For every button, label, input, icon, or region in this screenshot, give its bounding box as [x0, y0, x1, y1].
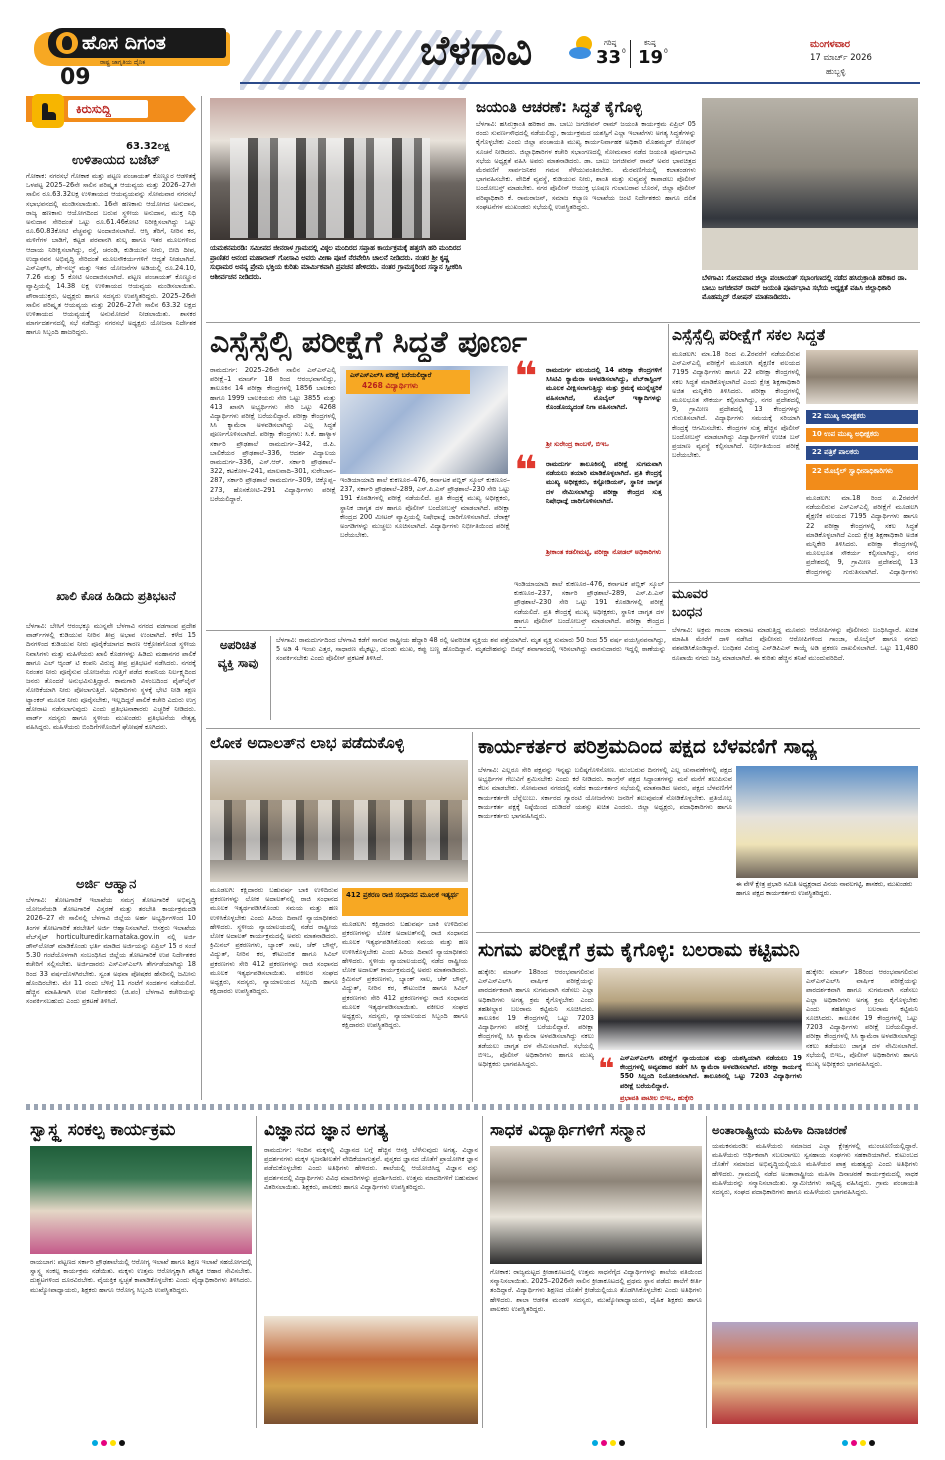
min-temp-label: ಕನಿಷ್ಠ	[644, 39, 656, 47]
row1-rule	[206, 322, 920, 323]
kirusuddi-column	[26, 96, 198, 1216]
karyakarta-headline: ಕಾರ್ಯಕರ್ತರ ಪರಿಶ್ರಮದಿಂದ ಪಕ್ಷದ ಬೆಳವಣಿಗೆ ಸಾಧ್ಯ	[478, 734, 818, 758]
dot-yellow	[860, 1440, 866, 1446]
header-day: ಮಂಗಳವಾರ	[810, 39, 851, 50]
sslc-photo-count: 4268 ವಿದ್ಯಾರ್ಥಿಗಳು	[362, 381, 419, 390]
mudalagi-stat-4-text: 22 ಮೊಬೈಲ್ ಸ್ವಾಧೀನಾಧಿಕಾರಿಗಳು	[812, 467, 893, 475]
registration-dots-right	[842, 1440, 875, 1446]
registration-dots-center	[592, 1440, 625, 1446]
swasthya-body: ರಾಯಬಾಗ: ಪಟ್ಟಣದ ಸರ್ಕಾರಿ ಪ್ರೌಢಶಾಲೆಯಲ್ಲಿ ಆರೋಗ್ಯ ಇಲಾಖೆ ಹಾಗೂ ಶಿಕ್ಷಣ ಇಲಾಖೆ ಸಹಯೋಗದಲ್ಲಿ ಸ್ವಾಸ್ಥ್ಯ ಸಂಕಲ್ಪ ಕಾರ್ಯಕ್ರಮ ನಡೆಯಿತು. ಮಕ್ಕಳು ಉತ್ತಮ ಆರೋಗ್ಯಕ್ಕಾಗಿ ಪೌಷ್ಟಿಕ ಆಹಾರ ಸೇವಿಸಬೇಕು. ದುಶ್ಚಟಗಳಿಂದ ದೂರವಿರಬೇಕು. ವೈಯಕ್ತಿಕ ಸ್ವಚ್ಛತೆ ಕಾಪಾಡಿಕೊಳ್ಳಬೇಕು ಎಂದು ವೈದ್ಯಾಧಿಕಾರಿಗಳು ತಿಳಿಸಿದರು. ಮುಖ್ಯೋಪಾಧ್ಯಾಯರು, ಶಿಕ್ಷಕರು ಹಾಗೂ ಆರೋಗ್ಯ ಸಿಬ್ಬಂದಿ ಉಪಸ್ಥಿತರಿದ್ದರು.	[30, 1258, 252, 1294]
max-temp: 33	[596, 47, 622, 68]
karyakarta-rule	[476, 932, 920, 933]
moovara-headline: ಮೂವರ ಬಂಧನ	[672, 587, 708, 620]
kirusuddi-h2: ಖಾಲಿ ಕೊಡ ಹಿಡಿದು ಪ್ರತಿಭಟನೆ	[56, 589, 176, 603]
dot-cyan	[592, 1440, 598, 1446]
aparichita-rule	[206, 630, 666, 631]
lok-adalat-badge-text: 412 ಪ್ರಕರಣ ರಾಜಿ ಸಂಧಾನದ ಮೂಲಕ ಇತ್ಯರ್ಥ	[346, 891, 459, 899]
vijnana-headline: ವಿಜ್ಞಾನದ ಜ್ಞಾನ ಅಗತ್ಯ	[264, 1120, 389, 1140]
dot-magenta	[101, 1440, 107, 1446]
sugama-headline: ಸುಗಮ ಪರೀಕ್ಷೆಗೆ ಕ್ರಮ ಕೈಗೊಳ್ಳಿ: ಬಲರಾಮ ಕಟ್ಟಿಮನಿ	[478, 939, 800, 961]
lok-adalat-body: ಮೂಡಲಗಿ: ಕಕ್ಷಿದಾರರು ಬಹುವರ್ಷ ಬಾಕಿ ಉಳಿದಿರುವ ಪ್ರಕರಣಗಳನ್ನು ಲೋಕ ಅದಾಲತ್‌ನಲ್ಲಿ ರಾಜಿ ಸಂಧಾನದ ಮೂಲಕ ಇತ್ಯರ್ಥಪಡಿಸಿಕೊಂಡು ಸಮಯ ಮತ್ತು ಹಣ ಉಳಿಸಿಕೊಳ್ಳಬೇಕು ಎಂದು ಹಿರಿಯ ದಿವಾಣಿ ನ್ಯಾಯಾಧೀಶರು ಹೇಳಿದರು. ಸ್ಥಳೀಯ ನ್ಯಾಯಾಲಯದಲ್ಲಿ ನಡೆದ ರಾಷ್ಟ್ರೀಯ ಲೋಕ ಅದಾಲತ್ ಕಾರ್ಯಕ್ರಮದಲ್ಲಿ ಅವರು ಮಾತನಾಡಿದರು. ಕ್ರಿಮಿನಲ್ ಪ್ರಕರಣಗಳು, ಬ್ಯಾಂಕ್ ಸಾಲ, ಚೆಕ್ ಬೌನ್ಸ್, ವಿದ್ಯುತ್, ನೀರಿನ ಕರ, ಕೌಟುಂಬಿಕ ಹಾಗೂ ಸಿವಿಲ್ ಪ್ರಕರಣಗಳು ಸೇರಿ 412 ಪ್ರಕರಣಗಳನ್ನು ರಾಜಿ ಸಂಧಾನದ ಮೂಲಕ ಇತ್ಯರ್ಥಪಡಿಸಲಾಯಿತು. ವಕೀಲರ ಸಂಘದ ಅಧ್ಯಕ್ಷರು, ಸದಸ್ಯರು, ನ್ಯಾಯಾಲಯದ ಸಿಬ್ಬಂದಿ ಹಾಗೂ ಕಕ್ಷಿದಾರರು ಉಪಸ್ಥಿತರಿದ್ದರು.	[210, 886, 338, 996]
min-temp-unit: 0	[664, 48, 668, 55]
swasthya-headline: ಸ್ವಾಸ್ಥ್ಯ ಸಂಕಲ್ಪ ಕಾರ್ಯಕ್ರಮ	[30, 1120, 176, 1140]
mahila-headline: ಅಂತಾರಾಷ್ಟ್ರೀಯ ಮಹಿಳಾ ದಿನಾಚರಣೆ	[712, 1123, 847, 1137]
jayanti-headline: ಜಯಂತಿ ಆಚರಣೆ: ಸಿದ್ಧತೆ ಕೈಗೊಳ್ಳಿ	[476, 98, 643, 116]
sugama-quote: ಎಸ್‌ಎಸ್‌ಎಲ್‌ಸಿ ಪರೀಕ್ಷೆಗೆ ನ್ಯಾಯಯುತ ಮತ್ತು ಯಶಸ್ವಿಯಾಗಿ ನಡೆಯಲು 19 ಕೇಂದ್ರಗಳಲ್ಲಿ ಅವ್ಯವಹಾರ ತಡೆಗೆ ಸಿಸಿ ಕ್ಯಾಮೆರಾ ಅಳವಡಿಸಲಾಗಿದೆ. ಪರೀಕ್ಷಾ ಕಾರ್ಯಕ್ಕೆ 550 ಸಿಬ್ಬಂದಿ ನಿಯೋಜಿಸಲಾಗಿದೆ. ತಾಲೂಕಿನಲ್ಲಿ ಒಟ್ಟು 7203 ವಿದ್ಯಾರ್ಥಿಗಳು ಪರೀಕ್ಷೆ ಬರೆಯಲಿದ್ದಾರೆ.	[620, 1054, 802, 1090]
logo-text: ಹೊಸ ದಿಗಂತ	[82, 32, 166, 54]
hand-pointer-icon	[32, 94, 64, 128]
bottom-rule-3	[706, 1116, 707, 1428]
dot-black	[869, 1440, 875, 1446]
karyakarta-caption: ಈ ವೇಳೆ ಕ್ಷೇತ್ರ ಪ್ರಭಾರಿ ಸಮಿತಿ ಅಧ್ಯಕ್ಷರಾದ ವಿನಯ ನಾವಲಗಟ್ಟಿ, ಶಾಸಕರು, ಮುಖಂಡರು ಹಾಗೂ ಪಕ್ಷದ ಕಾರ್ಯಕರ್ತರು ಉಪಸ್ಥಿತರಿದ್ದರು.	[736, 880, 913, 897]
dot-yellow	[110, 1440, 116, 1446]
aparichita-body: ಬೆಳಗಾವಿ: ರಾಮದುರ್ಗದಿಂದ ಬೆಳಗಾವಿ ಕಡೆಗೆ ಸಾಗುವ ರಾಷ್ಟ್ರೀಯ ಹೆದ್ದಾರಿ 48 ರಲ್ಲಿ ಅಪರಿಚಿತ ವ್ಯಕ್ತಿಯ ಶವ ಪತ್ತೆಯಾಗಿದೆ. ಮೃತ ವ್ಯಕ್ತಿ ಸುಮಾರು 50 ರಿಂದ 55 ವರ್ಷ ವಯಸ್ಸಿನವನಾಗಿದ್ದು, 5 ಅಡಿ 4 ಇಂಚು ಎತ್ತರ, ಸಾಧಾರಣ ಮೈಕಟ್ಟು, ದುಂಡು ಮುಖ, ಕಪ್ಪು ಬಣ್ಣ ಹೊಂದಿದ್ದಾನೆ. ಮೃತದೇಹವನ್ನು ಬಿಮ್ಸ್ ಶವಾಗಾರದಲ್ಲಿ ಇರಿಸಲಾಗಿದ್ದು ವಾರಸುದಾರರು ಇದ್ದಲ್ಲಿ ಠಾಣೆಯನ್ನು ಸಂಪರ್ಕಿಸಬೇಕು ಎಂದು ಪೊಲೀಸ್ ಪ್ರಕಟಣೆ ತಿಳಿಸಿದೆ.	[276, 636, 666, 663]
sslc-mudalagi-body: ಮೂಡಲಗಿ: ಮಾ.18 ರಿಂದ ಏ.2ರವರೆಗೆ ನಡೆಯಲಿರುವ ಎಸ್ಎಸ್ಎಲ್ಸಿ ಪರೀಕ್ಷೆಗೆ ಮೂಡಲಗಿ ಶೈಕ್ಷಣಿಕ ವಲಯದ 7195 ವಿದ್ಯಾರ್ಥಿಗಳು ಹಾಗೂ 22 ಪರೀಕ್ಷಾ ಕೇಂದ್ರಗಳಲ್ಲಿ ಸಕಲ ಸಿದ್ಧತೆ ಮಾಡಿಕೊಳ್ಳಲಾಗಿದೆ ಎಂದು ಕ್ಷೇತ್ರ ಶಿಕ್ಷಣಾಧಿಕಾರಿ ಅಜಿತ ಮನ್ನಿಕೇರಿ ತಿಳಿಸಿದರು. ಪರೀಕ್ಷಾ ಕೇಂದ್ರಗಳಲ್ಲಿ ಮೂಲಭೂತ ಸೌಕರ್ಯ ಕಲ್ಪಿಸಲಾಗಿದ್ದು, ನಗರ ಪ್ರದೇಶದಲ್ಲಿ 9, ಗ್ರಾಮೀಣ ಪ್ರದೇಶದಲ್ಲಿ 13 ಕೇಂದ್ರಗಳನ್ನು ಗುರುತಿಸಲಾಗಿದೆ. ವಿದ್ಯಾರ್ಥಿಗಳು ಸಮಯಕ್ಕೆ ಸರಿಯಾಗಿ ಕೇಂದ್ರಕ್ಕೆ ಆಗಮಿಸಬೇಕು. ಕೇಂದ್ರಗಳ ಸುತ್ತ ಹೆಚ್ಚಿನ ಪೊಲೀಸ್ ಬಂದೋಬಸ್ತ್ ಮಾಡಲಾಗಿದ್ದು ವಿದ್ಯಾರ್ಥಿಗಳಿಗೆ ಉಚಿತ ಬಸ್ ಪ್ರಯಾಣ ವ್ಯವಸ್ಥೆ ಕಲ್ಪಿಸಲಾಗಿದೆ. ನಿರ್ಭೀತಿಯಿಂದ ಪರೀಕ್ಷೆ ಬರೆಯಬೇಕು.	[672, 350, 800, 460]
sslc-mudalagi-body-col2: ಮೂಡಲಗಿ: ಮಾ.18 ರಿಂದ ಏ.2ರವರೆಗೆ ನಡೆಯಲಿರುವ ಎಸ್ಎಸ್ಎಲ್ಸಿ ಪರೀಕ್ಷೆಗೆ ಮೂಡಲಗಿ ಶೈಕ್ಷಣಿಕ ವಲಯದ 7195 ವಿದ್ಯಾರ್ಥಿಗಳು ಹಾಗೂ 22 ಪರೀಕ್ಷಾ ಕೇಂದ್ರಗಳಲ್ಲಿ ಸಕಲ ಸಿದ್ಧತೆ ಮಾಡಿಕೊಳ್ಳಲಾಗಿದೆ ಎಂದು ಕ್ಷೇತ್ರ ಶಿಕ್ಷಣಾಧಿಕಾರಿ ಅಜಿತ ಮನ್ನಿಕೇರಿ ತಿಳಿಸಿದರು. ಪರೀಕ್ಷಾ ಕೇಂದ್ರಗಳಲ್ಲಿ ಮೂಲಭೂತ ಸೌಕರ್ಯ ಕಲ್ಪಿಸಲಾಗಿದ್ದು, ನಗರ ಪ್ರದೇಶದಲ್ಲಿ 9, ಗ್ರಾಮೀಣ ಪ್ರದೇಶದಲ್ಲಿ 13 ಕೇಂದ್ರಗಳನ್ನು ಗುರುತಿಸಲಾಗಿದೆ. ವಿದ್ಯಾರ್ಥಿಗಳು	[806, 494, 918, 576]
sadhaka-headline: ಸಾಧಕ ವಿದ್ಯಾರ್ಥಿಗಳಿಗೆ ಸನ್ಮಾನ	[490, 1120, 646, 1139]
karyakarta-body: ಬೆಳಗಾವಿ: ಎಲ್ಲರೂ ಸೇರಿ ಪಕ್ಷವನ್ನು ಇನ್ನಷ್ಟು ಬಲಿಷ್ಠಗೊಳಿಸೋಣ. ಮುಂಬರುವ ದಿನಗಳಲ್ಲಿ ಎಲ್ಲ ಚುನಾವಣೆಗಳಲ್ಲಿ ಪಕ್ಷದ ಅಭ್ಯರ್ಥಿಗಳ ಗೆಲುವಿಗೆ ಶ್ರಮಿಸಬೇಕು ಎಂದು ಕರೆ ನೀಡಿದರು. ಕಾಂಗ್ರೆಸ್ ಪಕ್ಷದ ಸಿದ್ಧಾಂತಗಳನ್ನು ಮನೆ ಮನೆಗೆ ತಲುಪಿಸುವ ಕೆಲಸ ಮಾಡಬೇಕು. ಸೋಮವಾರ ನಗರದಲ್ಲಿ ನಡೆದ ಕಾರ್ಯಕರ್ತರ ಸಭೆಯಲ್ಲಿ ಮಾತನಾಡಿದ ಅವರು, ಪಕ್ಷದ ಬೆಳವಣಿಗೆಗೆ ಕಾರ್ಯಕರ್ತರೇ ಬೆನ್ನೆಲುಬು. ಸರ್ಕಾರದ ಗ್ಯಾರಂಟಿ ಯೋಜನೆಗಳು ಜನರಿಗೆ ತಲುಪುವಂತೆ ನೋಡಿಕೊಳ್ಳಬೇಕು. ಪ್ರತಿಯೊಬ್ಬ ಕಾರ್ಯಕರ್ತ ಪಕ್ಷಕ್ಕೆ ನಿಷ್ಠೆಯಿಂದ ದುಡಿದರೆ ಯಶಸ್ಸು ಖಚಿತ ಎಂದರು. ಜಿಲ್ಲಾ ಅಧ್ಯಕ್ಷರು, ಪದಾಧಿಕಾರಿಗಳು ಹಾಗೂ ಕಾರ್ಯಕರ್ತರು ಭಾಗವಹಿಸಿದ್ದರು.	[478, 766, 732, 821]
mahila-photo	[712, 1322, 918, 1424]
row2-rule	[206, 728, 920, 729]
kirusuddi-h3: ಅರ್ಜಿ ಆಹ್ವಾನ	[76, 877, 137, 892]
yamakanamardi-caption: ಯಮಕನಮರಡಿ: ಸಮೀಪದ ಜೀನರಾಳ ಗ್ರಾಮದಲ್ಲಿ ವಿಠ್ಠಲ ಮಂದಿರದ ಸಪ್ತಾಹ ಕಾರ್ಯಕ್ರಮಕ್ಕೆ ಹತ್ತರಗಿ ಹರಿ ಮಂದಿರದ ಪ್ರಾಣಿತರ ಆನಂದ ಮಹಾರಾಜ್ ಗೋಸಾವಿ ಅವರು ವೀಣಾ ಪೂಜೆ ನೆರವೇರಿಸಿ ಚಾಲನೆ ನೀಡಿದರು. ನಂತರ ಶ್ರೀ ಕೃಷ್ಣ ಸುಧಾಮರ ಅನನ್ಯ ಪ್ರೇಮ ಭಕ್ತಿಯ ಕುರಿತು ಮಾರ್ಮಿಕವಾಗಿ ಪ್ರವಚನ ಹೇಳಿದರು. ನಂತರ ಗ್ರಾಮಸ್ಥರಿಂದ ಸನ್ಮಾನ ಸ್ವೀಕರಿಸಿ ಆಶೀರ್ವಚನ ನೀಡಿದರು.	[210, 244, 463, 281]
sslc-exam-photo	[340, 366, 508, 474]
vijnana-body: ರಾಮದುರ್ಗ: ಇಂದಿನ ಮಕ್ಕಳಲ್ಲಿ ವಿಜ್ಞಾನದ ಬಗ್ಗೆ ಹೆಚ್ಚಿನ ಆಸಕ್ತಿ ಬೆಳೆಸುವುದು ಅಗತ್ಯ. ವಿಜ್ಞಾನ ಪ್ರದರ್ಶನಗಳು ಮಕ್ಕಳ ಸೃಜನಶೀಲತೆಗೆ ವೇದಿಕೆಯಾಗುತ್ತವೆ. ಪುಸ್ತಕದ ಜ್ಞಾನದ ಜೊತೆಗೆ ಪ್ರಾಯೋಗಿಕ ಜ್ಞಾನ ಪಡೆದುಕೊಳ್ಳಬೇಕು ಎಂದು ಅತಿಥಿಗಳು ಹೇಳಿದರು. ಶಾಲೆಯಲ್ಲಿ ಆಯೋಜಿಸಿದ್ದ ವಿಜ್ಞಾನ ವಸ್ತು ಪ್ರದರ್ಶನದಲ್ಲಿ ವಿದ್ಯಾರ್ಥಿಗಳು ವಿವಿಧ ಮಾದರಿಗಳನ್ನು ಪ್ರದರ್ಶಿಸಿದರು. ಉತ್ತಮ ಮಾದರಿಗಳಿಗೆ ಬಹುಮಾನ ವಿತರಿಸಲಾಯಿತು. ಶಿಕ್ಷಕರು, ಪಾಲಕರು ಹಾಗೂ ವಿದ್ಯಾರ್ಥಿಗಳು ಉಪಸ್ಥಿತರಿದ್ದರು.	[264, 1146, 478, 1191]
aparichita-label: ಅಪರಿಚಿತ ವ್ಯಕ್ತಿ ಸಾವು	[217, 638, 259, 670]
moovara-body: ಬೆಳಗಾವಿ: ಅಕ್ರಮ ಗಾಂಜಾ ಮಾರಾಟ ಮಾಡುತ್ತಿದ್ದ ಮೂವರು ಆರೋಪಿಗಳನ್ನು ಪೊಲೀಸರು ಬಂಧಿಸಿದ್ದಾರೆ. ಖಚಿತ ಮಾಹಿತಿ ಮೇರೆಗೆ ದಾಳಿ ನಡೆಸಿದ ಪೊಲೀಸರು ಆರೋಪಿಗಳಿಂದ ಗಾಂಜಾ, ಮೊಬೈಲ್ ಹಾಗೂ ನಗದು ವಶಪಡಿಸಿಕೊಂಡಿದ್ದಾರೆ. ಬಂಧಿತರ ವಿರುದ್ಧ ಎನ್‌ಡಿಪಿಎಸ್ ಕಾಯ್ದೆ ಅಡಿ ಪ್ರಕರಣ ದಾಖಲಿಸಲಾಗಿದೆ. ಒಟ್ಟು 11,480 ರೂಪಾಯಿ ನಗದು ಜಪ್ತಿ ಮಾಡಲಾಗಿದೆ. ಈ ಕುರಿತು ಹೆಚ್ಚಿನ ತನಿಖೆ ಮುಂದುವರಿದಿದೆ.	[672, 626, 918, 662]
lok-adalat-headline: ಲೋಕ ಅದಾಲತ್‌ನ ಲಾಭ ಪಡೆದುಕೊಳ್ಳಿ	[210, 734, 405, 752]
vijnana-photo	[264, 1316, 478, 1424]
min-temp: 19	[638, 47, 664, 68]
masthead	[0, 0, 945, 92]
dot-black	[119, 1440, 125, 1446]
header-date: 17 ಮಾರ್ಚ್ 2026	[810, 53, 872, 63]
jayanti-body: ಬೆಳಗಾವಿ: ಹಸಿರುಕ್ರಾಂತಿ ಹರಿಕಾರ ಡಾ. ಬಾಬು ಜಗಜೀವನ್ ರಾಮ್ ಜಯಂತಿ ಕಾರ್ಯಕ್ರಮ ಏಪ್ರಿಲ್ 05 ರಂದು ಸುವರ್ಣಸೌಧದಲ್ಲಿ ನಡೆಯಲಿದ್ದು, ಕಾರ್ಯಕ್ರಮದ ಯಶಸ್ವಿಗೆ ಎಲ್ಲಾ ಇಲಾಖೆಗಳು ಅಗತ್ಯ ಸಿದ್ಧತೆಗಳನ್ನು ಕೈಗೊಳ್ಳಬೇಕು ಎಂದು ಜಿಲ್ಲಾ ಪಂಚಾಯತಿ ಮುಖ್ಯ ಕಾರ್ಯನಿರ್ವಾಹಕ ಅಧಿಕಾರಿ ಮೊಹಮ್ಮದ್ ರೋಷನ್ ಸೂಚನೆ ನೀಡಿದರು. ಜಿಲ್ಲಾಧಿಕಾರಿಗಳ ಕಚೇರಿ ಸಭಾಂಗಣದಲ್ಲಿ ಸೋಮವಾರ ನಡೆದ ಜಯಂತಿ ಪೂರ್ವಭಾವಿ ಸಭೆಯ ಅಧ್ಯಕ್ಷತೆ ವಹಿಸಿ ಅವರು ಮಾತನಾಡಿದರು. ಡಾ. ಬಾಬು ಜಗಜೀವನ್ ರಾಮ್ ಅವರ ಭಾವಚಿತ್ರದ ಮೆರವಣಿಗೆ ಸಾರ್ವಜನಿಕರ ಗಮನ ಸೆಳೆಯುವಂತಿರಬೇಕು. ಮೆರವಣಿಗೆಯಲ್ಲಿ ಕಲಾತಂಡಗಳು ಭಾಗವಹಿಸಬೇಕು. ವೇದಿಕೆ ವ್ಯವಸ್ಥೆ, ಕುಡಿಯುವ ನೀರು, ಶಾಂತಿ ಮತ್ತು ಸುವ್ಯವಸ್ಥೆ ಕಾಪಾಡಲು ಪೊಲೀಸ್ ಬಂದೋಬಸ್ತ್ ಮಾಡಬೇಕು. ನಗರ ಪೊಲೀಸ್ ಆಯುಕ್ತ ಭೂಷಣ ಗುಲಾಬರಾವ ಬೊರಸೆ, ಜಿಲ್ಲಾ ಪೊಲೀಸ್ ವರಿಷ್ಠಾಧಿಕಾರಿ ಕೆ. ರಾಮರಾಜನ್, ಸಮಾಜ ಕಲ್ಯಾಣ ಇಲಾಖೆಯ ಜಂಟಿ ನಿರ್ದೇಶಕರು ಹಾಗೂ ದಲಿತ ಸಂಘಟನೆಗಳ ಮುಖಂಡರು ಸಭೆಯಲ್ಲಿ ಉಪಸ್ಥಿತರಿದ್ದರು.	[476, 120, 696, 211]
yamakanamardi-photo	[210, 98, 466, 240]
sslc-quote2-by: ಶ್ರೀಕಾಂತ ಕಡಲೀಮಟ್ಟಿ, ಪರೀಕ್ಷಾ ನೋಡಲ್ ಅಧಿಕಾರಿಗಳು	[546, 548, 662, 556]
sslc-mudalagi-photo	[806, 350, 918, 404]
karyakarta-photo	[736, 766, 918, 878]
temp-divider	[630, 40, 631, 68]
kirusuddi-amount: 63.32ಲಕ್ಷ	[126, 141, 170, 152]
kirusuddi-b2: ಬೆಳಗಾವಿ: ಬೇಸಿಗೆ ಆರಂಭಕ್ಕೂ ಮುನ್ನವೇ ಬೆಳಗಾವಿ ನಗರದ ವಡಗಾಂವ ಪ್ರದೇಶ ವಾರ್ಡ್‌ಗಳಲ್ಲಿ ಕುಡಿಯುವ ನೀರಿನ ತೀವ್ರ ಅಭಾವ ಉಂಟಾಗಿದೆ. ಕಳೆದ 15 ದಿನಗಳಿಂದ ಕುಡಿಯುವ ನೀರು ಪೂರೈಕೆಯಾಗದ ಕಾರಣ ಆಕ್ರೋಶಗೊಂಡ ಸ್ಥಳೀಯ ನಿವಾಸಿಗಳು ಮತ್ತು ಮಹಿಳೆಯರು ಖಾಲಿ ಕೊಡಗಳನ್ನು ಹಿಡಿದು ಮಹಾನಗರ ಪಾಲಿಕೆ ಹಾಗೂ ಎಲ್ ಆ್ಯಂಡ್ ಟಿ ಕಂಪನಿ ವಿರುದ್ಧ ತೀವ್ರ ಪ್ರತಿಭಟನೆ ನಡೆಸಿದರು. ನಗರಕ್ಕೆ ನಿರಂತರ ನೀರು ಪೂರೈಸುವ ಯೋಜನೆಯ ಗುತ್ತಿಗೆ ಪಡೆದ ಕಂಪನಿಯ ನಿರ್ಲಕ್ಷ್ಯದಿಂದ ಜನರು ತೊಂದರೆ ಅನುಭವಿಸುತ್ತಿದ್ದಾರೆ. ಕಾಮಗಾರಿ ವಿಳಂಬದಿಂದ ಪೈಪ್‌ಲೈನ್ ಸೋರಿಕೆಯಾಗಿ ನೀರು ಪೋಲಾಗುತ್ತಿದೆ. ಅಧಿಕಾರಿಗಳು ಸ್ಥಳಕ್ಕೆ ಭೇಟಿ ನೀಡಿ ತಕ್ಷಣ ಟ್ಯಾಂಕರ್ ಮೂಲಕ ನೀರು ಪೂರೈಸಬೇಕು, ಇಲ್ಲದಿದ್ದರೆ ಪಾಲಿಕೆ ಕಚೇರಿ ಎದುರು ಉಗ್ರ ಹೋರಾಟ ನಡೆಸಲಾಗುವುದು ಎಂದು ಪ್ರತಿಭಟನಾಕಾರರು ಎಚ್ಚರಿಕೆ ನೀಡಿದರು. ವಾರ್ಡ್ ಸದಸ್ಯರು ಹಾಗೂ ಸ್ಥಳೀಯ ಮುಖಂಡರು ಪ್ರತಿಭಟನೆಯ ನೇತೃತ್ವ ವಹಿಸಿದ್ದರು. ಮಹಿಳೆಯರು ಬಿಂದಿಗೆಗಳೊಂದಿಗೆ ಘೋಷಣೆ ಕೂಗಿದರು.	[26, 622, 196, 732]
bottom-rule-1	[256, 1116, 257, 1428]
kirusuddi-h1: ಉಳಿತಾಯದ ಬಜೆಟ್	[72, 153, 161, 168]
header-rule	[240, 82, 920, 84]
sugama-photo	[598, 968, 802, 1050]
aparichita-divider	[270, 636, 271, 720]
header-edition: ಹುಬ್ಬಳ್ಳಿ	[826, 67, 846, 76]
jayanti-caption: ಬೆಳಗಾವಿ: ಸೋಮವಾರ ಜಿಲ್ಲಾ ಪಂಚಾಯತ್ ಸಭಾಂಗಣದಲ್ಲಿ ನಡೆದ ಹಸಿರುಕ್ರಾಂತಿ ಹರಿಕಾರ ಡಾ. ಬಾಬು ಜಗಜೀವನ್ ರಾಮ್ ಜಯಂತಿ ಪೂರ್ವಭಾವಿ ಸಭೆಯ ಅಧ್ಯಕ್ಷತೆ ವಹಿಸಿ ಜಿಲ್ಲಾಧಿಕಾರಿ ಮೊಹಮ್ಮದ್ ರೋಷನ್ ಮಾತನಾಡಿದರು.	[702, 274, 907, 301]
mudalagi-stat-2-text: 10 ಉಪ ಮುಖ್ಯ ಅಧೀಕ್ಷಕರು	[812, 430, 879, 438]
kirusuddi-bar-tip	[184, 96, 196, 122]
lok-adalat-body-col2: ಮೂಡಲಗಿ: ಕಕ್ಷಿದಾರರು ಬಹುವರ್ಷ ಬಾಕಿ ಉಳಿದಿರುವ ಪ್ರಕರಣಗಳನ್ನು ಲೋಕ ಅದಾಲತ್‌ನಲ್ಲಿ ರಾಜಿ ಸಂಧಾನದ ಮೂಲಕ ಇತ್ಯರ್ಥಪಡಿಸಿಕೊಂಡು ಸಮಯ ಮತ್ತು ಹಣ ಉಳಿಸಿಕೊಳ್ಳಬೇಕು ಎಂದು ಹಿರಿಯ ದಿವಾಣಿ ನ್ಯಾಯಾಧೀಶರು ಹೇಳಿದರು. ಸ್ಥಳೀಯ ನ್ಯಾಯಾಲಯದಲ್ಲಿ ನಡೆದ ರಾಷ್ಟ್ರೀಯ ಲೋಕ ಅದಾಲತ್ ಕಾರ್ಯಕ್ರಮದಲ್ಲಿ ಅವರು ಮಾತನಾಡಿದರು. ಕ್ರಿಮಿನಲ್ ಪ್ರಕರಣಗಳು, ಬ್ಯಾಂಕ್ ಸಾಲ, ಚೆಕ್ ಬೌನ್ಸ್, ವಿದ್ಯುತ್, ನೀರಿನ ಕರ, ಕೌಟುಂಬಿಕ ಹಾಗೂ ಸಿವಿಲ್ ಪ್ರಕರಣಗಳು ಸೇರಿ 412 ಪ್ರಕರಣಗಳನ್ನು ರಾಜಿ ಸಂಧಾನದ ಮೂಲಕ ಇತ್ಯರ್ಥಪಡಿಸಲಾಯಿತು. ವಕೀಲರ ಸಂಘದ ಅಧ್ಯಕ್ಷರು, ಸದಸ್ಯರು, ನ್ಯಾಯಾಲಯದ ಸಿಬ್ಬಂದಿ ಹಾಗೂ ಕಕ್ಷಿದಾರರು ಉಪಸ್ಥಿತರಿದ್ದರು.	[342, 920, 468, 1030]
logo-tagline: ರಾಷ್ಟ್ರ ಜಾಗೃತಿಯ ದೈನಿಕ	[100, 59, 146, 66]
kirusuddi-b3: ಬೆಳಗಾವಿ: ತೋಟಗಾರಿಕೆ ಇಲಾಖೆಯ ಸಮಗ್ರ ತೋಟಗಾರಿಕೆ ಅಭಿವೃದ್ಧಿ ಯೋಜನೆಯಡಿ ತೋಟಗಾರಿಕೆ ವಿಸ್ತರಣೆ ಮತ್ತು ತರಬೇತಿ ಕಾರ್ಯಕ್ರಮದಡಿ 2026–27 ನೇ ಸಾಲಿನಲ್ಲಿ ಬೆಳಗಾವಿ ಜಿಲ್ಲೆಯ ಅರ್ಹ ಅಭ್ಯರ್ಥಿಗಳಿಂದ 10 ತಿಂಗಳ ತೋಟಗಾರಿಕೆ ತರಬೇತಿಗೆ ಅರ್ಜಿ ಆಹ್ವಾನಿಸಲಾಗಿದೆ. ಆಸಕ್ತರು ಇಲಾಖೆಯ ವೆಬ್‌ಸೈಟ್ horticulturedir.karnataka.gov.in ನಲ್ಲಿ ಅರ್ಜಿ ಡೌನ್‌ಲೋಡ್ ಮಾಡಿಕೊಂಡು ಭರ್ತಿ ಮಾಡಿದ ಅರ್ಜಿಯನ್ನು ಏಪ್ರಿಲ್ 15 ರ ಸಂಜೆ 5.30 ಗಂಟೆಯೊಳಗಾಗಿ ಸಂಬಂಧಿಸಿದ ಜಿಲ್ಲೆಯ ತೋಟಗಾರಿಕೆ ಉಪ ನಿರ್ದೇಶಕರ ಕಚೇರಿಗೆ ಸಲ್ಲಿಸಬೇಕು. ಅರ್ಜಿದಾರರು ಎಸ್ಎಸ್ಎಲ್‌ಸಿ ತೇರ್ಗಡೆಯಾಗಿದ್ದು 18 ರಿಂದ 33 ವರ್ಷದೊಳಗಿರಬೇಕು. ಸ್ವಂತ ಅಥವಾ ಪೋಷಕರ ಹೆಸರಿನಲ್ಲಿ ಜಮೀನು ಹೊಂದಿರಬೇಕು. ಮೇ 11 ರಂದು ಬೆಳಿಗ್ಗೆ 11 ಗಂಟೆಗೆ ಸಂದರ್ಶನ ನಡೆಯಲಿದೆ. ಹೆಚ್ಚಿನ ಮಾಹಿತಿಗಾಗಿ ಉಪ ನಿರ್ದೇಶಕರು (ಜಿ.ಪಂ) ಬೆಳಗಾವಿ ಕಚೇರಿಯನ್ನು ಸಂಪರ್ಕಿಸಬಹುದು ಎಂದು ಪ್ರಕಟಣೆ ತಿಳಿಸಿದೆ.	[26, 896, 196, 1006]
sslc-ramdurg-body1: ರಾಮದುರ್ಗ: 2025–26ನೇ ಸಾಲಿನ ಎಸ್ಎಸ್ಎಲ್ಸಿ ಪರೀಕ್ಷೆ–1 ಮಾರ್ಚ್ 18 ರಿಂದ ಆರಂಭವಾಗಲಿದ್ದು, ತಾಲೂಕಿನ 14 ಪರೀಕ್ಷಾ ಕೇಂದ್ರಗಳಲ್ಲಿ 1856 ಬಾಲಕರು ಹಾಗೂ 1999 ಬಾಲಕಿಯರು ಸೇರಿ ಒಟ್ಟು 3855 ಮತ್ತು 413 ಖಾಸಗಿ ಅಭ್ಯರ್ಥಿಗಳು ಸೇರಿ ಒಟ್ಟು 4268 ವಿದ್ಯಾರ್ಥಿಗಳು ಪರೀಕ್ಷೆ ಬರೆಯಲಿದ್ದಾರೆ. ಪರೀಕ್ಷಾ ಕೇಂದ್ರಗಳಲ್ಲಿ ಸಿಸಿ ಕ್ಯಾಮೆರಾ ಅಳವಡಿಸಲಾಗಿದ್ದು ಎಲ್ಲ ಸಿದ್ಧತೆ ಪೂರ್ಣಗೊಳಿಸಲಾಗಿದೆ. ಪರೀಕ್ಷಾ ಕೇಂದ್ರಗಳು: ಸಿ.ಕೆ. ಹಾಳ್ಯಾಳ ಸರ್ಕಾರಿ ಪ್ರೌಢಶಾಲೆ ರಾಮದುರ್ಗ–342, ಜಿ.ಪಿ. ಬಾಲಿಕೆಯರ ಪ್ರೌಢಶಾಲೆ–336, ಆದರ್ಶ ವಿದ್ಯಾಲಯ ರಾಮದುರ್ಗ–336, ಎಸ್.ಆರ್. ಸರ್ಕಾರಿ ಪ್ರೌಢಶಾಲೆ–322, ಕಟಕೋಳ–241, ಮಾಲವಾದಿ–301, ಸುರೇಬಾನ–287, ಸರ್ಕಾರಿ ಪ್ರೌಢಶಾಲೆ ರಾಮದುರ್ಗ–309, ಚಿಕ್ಕೊಪ್ಪ–273, ಹೊಸಕೋಟಿ–291 ವಿದ್ಯಾರ್ಥಿಗಳು ಪರೀಕ್ಷೆ ಬರೆಯಲಿದ್ದಾರೆ.	[210, 366, 336, 503]
lok-adalat-figures	[210, 800, 468, 860]
sadhaka-photo	[490, 1146, 702, 1264]
sugama-body-col3: ಹುಕ್ಕೇರಿ: ಮಾರ್ಚ್ 18ರಿಂದ ಆರಂಭವಾಗಲಿರುವ ಎಸ್‌ಎಸ್‌ಎಲ್‌ಸಿ ವಾರ್ಷಿಕ ಪರೀಕ್ಷೆಯನ್ನು ಪಾರದರ್ಶಕವಾಗಿ ಹಾಗೂ ಸುಗಮವಾಗಿ ನಡೆಸಲು ಎಲ್ಲಾ ಅಧಿಕಾರಿಗಳು ಅಗತ್ಯ ಕ್ರಮ ಕೈಗೊಳ್ಳಬೇಕು ಎಂದು ತಹಶೀಲ್ದಾರ ಬಲರಾಮ ಕಟ್ಟಿಮನಿ ಸೂಚಿಸಿದರು. ತಾಲೂಕಿನ 19 ಕೇಂದ್ರಗಳಲ್ಲಿ ಒಟ್ಟು 7203 ವಿದ್ಯಾರ್ಥಿಗಳು ಪರೀಕ್ಷೆ ಬರೆಯಲಿದ್ದಾರೆ. ಪರೀಕ್ಷಾ ಕೇಂದ್ರಗಳಲ್ಲಿ ಸಿಸಿ ಕ್ಯಾಮೆರಾ ಅಳವಡಿಸಲಾಗಿದ್ದು ನಕಲು ತಡೆಯಲು ಜಾಗೃತ ದಳ ನೇಮಿಸಲಾಗಿದೆ. ಸಭೆಯಲ್ಲಿ ಬಿಇಒ, ಪೊಲೀಸ್ ಅಧಿಕಾರಿಗಳು ಹಾಗೂ ಮುಖ್ಯ ಅಧೀಕ್ಷಕರು ಭಾಗವಹಿಸಿದ್ದರು.	[806, 968, 918, 1069]
sslc-photo-badge-text: ಎಸ್ಎಸ್ಎಲ್‌ಸಿ ಪರೀಕ್ಷೆ ಬರೆಯಲಿದ್ದಾರೆ	[350, 371, 432, 379]
mahila-body: ಯಮಕನಮರಡಿ: ಮಹಿಳೆಯರು ಸಮಾಜದ ಎಲ್ಲಾ ಕ್ಷೇತ್ರಗಳಲ್ಲಿ ಮುಂಚೂಣಿಯಲ್ಲಿದ್ದಾರೆ. ಮಹಿಳೆಯರು ಆರ್ಥಿಕವಾಗಿ ಸಬಲರಾಗಲು ಸ್ವಸಹಾಯ ಸಂಘಗಳು ಸಹಕಾರಿಯಾಗಿವೆ. ಕುಟುಂಬದ ಜೊತೆಗೆ ಸಮಾಜದ ಅಭಿವೃದ್ಧಿಯಲ್ಲಿಯೂ ಮಹಿಳೆಯರ ಪಾತ್ರ ಮಹತ್ವದ್ದು ಎಂದು ಅತಿಥಿಗಳು ಹೇಳಿದರು. ಗ್ರಾಮದಲ್ಲಿ ನಡೆದ ಅಂತಾರಾಷ್ಟ್ರೀಯ ಮಹಿಳಾ ದಿನಾಚರಣೆ ಕಾರ್ಯಕ್ರಮದಲ್ಲಿ ಸಾಧಕ ಮಹಿಳೆಯರನ್ನು ಸನ್ಮಾನಿಸಲಾಯಿತು. ಸ್ವಾಮೀಜಿಗಳು ಸಾನ್ನಿಧ್ಯ ವಹಿಸಿದ್ದರು. ಗ್ರಾಮ ಪಂಚಾಯತಿ ಸದಸ್ಯರು, ಸಂಘದ ಪದಾಧಿಕಾರಿಗಳು ಹಾಗೂ ಮಹಿಳೆಯರು ಭಾಗವಹಿಸಿದ್ದರು.	[712, 1142, 918, 1197]
dot-cyan	[842, 1440, 848, 1446]
sslc-mudalagi-headline: ಎಸ್ಸೆಸ್ಸೆಲ್ಸಿ ಪರೀಕ್ಷೆಗೆ ಸಕಲ ಸಿದ್ಧತೆ	[672, 326, 826, 344]
sslc-mudalagi-rule	[668, 324, 669, 624]
dot-black	[619, 1440, 625, 1446]
sslc-quote1-by: ಶ್ರೀ ಸುರೇಂದ್ರ ಕಾಂಬಳೆ, ಬಿಇಒ	[546, 440, 609, 448]
sslc-ramdurg-tail: ಇಂಡಿಯಾಯಾದಿ ಶಾಲೆ ಕುಕಣೂರ–476, ಕರ್ನಾಟಕ ಪಬ್ಲಿಕ್ ಸ್ಕೂಲ್ ಕುಕಣೂರ–237, ಸರ್ಕಾರಿ ಪ್ರೌಢಶಾಲೆ–289, ಎಸ್.ಪಿ.ಎಸ್ ಪ್ರೌಢಶಾಲೆ–230 ಸೇರಿ ಒಟ್ಟು 191 ಕೊಠಡಿಗಳಲ್ಲಿ ಪರೀಕ್ಷೆ ನಡೆಯಲಿದೆ. ಪ್ರತಿ ಕೇಂದ್ರಕ್ಕೆ ಮುಖ್ಯ ಅಧೀಕ್ಷಕರು, ಸ್ಥಾನಿಕ ಜಾಗೃತ ದಳ ಹಾಗೂ ಪೊಲೀಸ್ ಬಂದೋಬಸ್ತ್ ಮಾಡಲಾಗಿದೆ. ಪರೀಕ್ಷಾ ಕೇಂದ್ರದ	[514, 580, 664, 625]
mudalagi-stat-3-text: 22 ಪತ್ರಿಕೆ ಪಾಲಕರು	[812, 448, 860, 456]
dot-magenta	[601, 1440, 607, 1446]
registration-dots-left	[92, 1440, 125, 1446]
dot-magenta	[851, 1440, 857, 1446]
flame-inner	[62, 36, 72, 50]
sslc-quote1: ರಾಮದುರ್ಗ ವಲಯದಲ್ಲಿ 14 ಪರೀಕ್ಷಾ ಕೇಂದ್ರಗಳಿಗೆ ಸಿಸಿಟಿವಿ ಕ್ಯಾಮೆರಾ ಅಳವಡಿಸಲಾಗಿದ್ದು, ವೆಬ್‌ಕಾಸ್ಟಿಂಗ್ ಮೂಲಕ ವೀಕ್ಷಿಸಲಾಗುತ್ತಿದ್ದು ಮತ್ತು ಕ್ರಮಕ್ಕೆ ಮುನ್ನೆಚ್ಚರಿಕೆ ವಹಿಸಲಾಗಿದೆ, ಮೊಬೈಲ್ ಇತ್ಯಾದಿಗಳನ್ನು ಕೊಂಡೊಯ್ಯದಂತೆ ನಿಗಾ ವಹಿಸಲಾಗಿದೆ.	[546, 366, 662, 411]
sun-cloud-icon	[568, 34, 596, 62]
dot-yellow	[610, 1440, 616, 1446]
max-temp-label: ಗರಿಷ್ಠ	[604, 39, 617, 47]
jayanti-photo	[702, 98, 918, 270]
moovara-rule	[668, 582, 920, 583]
lok-adalat-rule	[472, 732, 473, 1102]
dot-cyan	[92, 1440, 98, 1446]
left-column-rule	[201, 96, 202, 1100]
swasthya-photo	[30, 1146, 252, 1254]
sslc-ramdurg-body2: ಇಂಡಿಯಾಯಾದಿ ಶಾಲೆ ಕುಕಣೂರ–476, ಕರ್ನಾಟಕ ಪಬ್ಲಿಕ್ ಸ್ಕೂಲ್ ಕುಕಣೂರ–237, ಸರ್ಕಾರಿ ಪ್ರೌಢಶಾಲೆ–289, ಎಸ್.ಪಿ.ಎಸ್ ಪ್ರೌಢಶಾಲೆ–230 ಸೇರಿ ಒಟ್ಟು 191 ಕೊಠಡಿಗಳಲ್ಲಿ ಪರೀಕ್ಷೆ ನಡೆಯಲಿದೆ. ಪ್ರತಿ ಕೇಂದ್ರಕ್ಕೆ ಮುಖ್ಯ ಅಧೀಕ್ಷಕರು, ಸ್ಥಾನಿಕ ಜಾಗೃತ ದಳ ಹಾಗೂ ಪೊಲೀಸ್ ಬಂದೋಬಸ್ತ್ ಮಾಡಲಾಗಿದೆ. ಪರೀಕ್ಷಾ ಕೇಂದ್ರದ 200 ಮೀಟರ್ ವ್ಯಾಪ್ತಿಯಲ್ಲಿ ನಿಷೇಧಾಜ್ಞೆ ಜಾರಿಗೊಳಿಸಲಾಗಿದೆ. ಜೆರಾಕ್ಸ್ ಅಂಗಡಿಗಳನ್ನು ಮುಚ್ಚಲು ಸೂಚಿಸಲಾಗಿದೆ. ವಿದ್ಯಾರ್ಥಿಗಳು ನಿರ್ಭೀತಿಯಿಂದ ಪರೀಕ್ಷೆ ಬರೆಯಬೇಕು.	[340, 476, 510, 540]
quote-icon-3: ❝	[598, 1052, 615, 1085]
sadhaka-body: ಗೋಕಾಕ: ರಾಜ್ಯಮಟ್ಟದ ಕ್ರೀಡಾಕೂಟದಲ್ಲಿ ಉತ್ತಮ ಸಾಧನೆಗೈದ ವಿದ್ಯಾರ್ಥಿಗಳನ್ನು ಶಾಲೆಯ ವತಿಯಿಂದ ಸನ್ಮಾನಿಸಲಾಯಿತು. 2025–2026ನೇ ಸಾಲಿನ ಕ್ರೀಡಾಕೂಟದಲ್ಲಿ ಪ್ರಥಮ ಸ್ಥಾನ ಪಡೆದು ಶಾಲೆಗೆ ಕೀರ್ತಿ ತಂದಿದ್ದಾರೆ. ವಿದ್ಯಾರ್ಥಿಗಳು ಶಿಕ್ಷಣದ ಜೊತೆಗೆ ಕ್ರೀಡೆಯಲ್ಲಿಯೂ ತೊಡಗಿಸಿಕೊಳ್ಳಬೇಕು ಎಂದು ಅತಿಥಿಗಳು ಹೇಳಿದರು. ಶಾಲಾ ಆಡಳಿತ ಮಂಡಳಿ ಸದಸ್ಯರು, ಮುಖ್ಯೋಪಾಧ್ಯಾಯರು, ದೈಹಿಕ ಶಿಕ್ಷಕರು ಹಾಗೂ ಪಾಲಕರು ಉಪಸ್ಥಿತರಿದ್ದರು.	[490, 1268, 702, 1313]
bottom-band	[26, 1104, 920, 1110]
kirusuddi-b1: ಗೋಕಾಕ: ನಗರಸಭೆ ಗೋಕಾಕ ಮತ್ತು ಪಟ್ಟಣ ಪಂಚಾಯತ್ ಕೊಣ್ಣೂರ ಆಡಳಿತಕ್ಕೆ ಒಳಪಟ್ಟ 2025–26ನೇ ಸಾಲಿನ ಪರಿಷ್ಕೃತ ಆಯವ್ಯಯ ಮತ್ತು 2026–27ನೇ ಸಾಲಿನ ರೂ.63.32ಲಕ್ಷ ಉಳಿತಾಯದ ಆಯವ್ಯಯವನ್ನು ಸೋಮವಾರ ನಗರಸಭೆ ಸಭಾಭವನದಲ್ಲಿ ಮಂಡಿಸಲಾಯಿತು. 16ನೇ ಹಣಕಾಸು ಆಯೋಗದ ಅನುದಾನ, ರಾಜ್ಯ ಹಣಕಾಸು ಆಯೋಗದಿಂದ ಬರುವ ಸ್ಥಳೀಯ ಅನುದಾನ, ಮುಕ್ತ ನಿಧಿ ಅನುದಾನ ಸೇರಿದಂತೆ ಒಟ್ಟು ರೂ.61.46ಕೋಟಿ ನಿರೀಕ್ಷಿಸಲಾಗಿದ್ದು ಒಟ್ಟು ರೂ.60.83ಕೋಟಿ ವೆಚ್ಚವನ್ನು ಅಂದಾಜಿಸಲಾಗಿದೆ. ಆಸ್ತಿ ತೆರಿಗೆ, ನೀರಿನ ಕರ, ಮಳಿಗೆಗಳ ಬಾಡಿಗೆ, ಕಟ್ಟಡ ಪರವಾನಗಿ ಶುಲ್ಕ ಹಾಗೂ ಇತರ ಮೂಲಗಳಿಂದ ಆದಾಯ ನಿರೀಕ್ಷಿಸಲಾಗಿದ್ದು, ರಸ್ತೆ, ಚರಂಡಿ, ಕುಡಿಯುವ ನೀರು, ಬೀದಿ ದೀಪ, ಉದ್ಯಾನವನ ಅಭಿವೃದ್ಧಿ ಸೇರಿದಂತೆ ಮೂಲಸೌಕರ್ಯಗಳಿಗೆ ಆದ್ಯತೆ ನೀಡಲಾಗಿದೆ. ಎಸ್‌ಎಫ್‌ಸಿ, ಡೇ-ನಲ್ಮ್ ಮತ್ತು ಇತರ ಯೋಜನೆಗಳ ಅಡಿಯಲ್ಲಿ ರೂ.24.10, 7.26 ಮತ್ತು 5 ಕೋಟಿ ಅಂದಾಜಿಸಲಾಗಿದೆ. ಪಟ್ಟಣ ಪಂಚಾಯತ್ ಕೊಣ್ಣೂರ ವ್ಯಾಪ್ತಿಯಲ್ಲಿ 14.38 ಲಕ್ಷ ಉಳಿತಾಯದ ಆಯವ್ಯಯ ಮಂಡಿಸಲಾಯಿತು. ಪೌರಾಯುಕ್ತರು, ಅಧ್ಯಕ್ಷರು ಹಾಗೂ ಸದಸ್ಯರು ಉಪಸ್ಥಿತರಿದ್ದರು. 2025–26ನೇ ಸಾಲಿನ ಪರಿಷ್ಕೃತ ಆಯವ್ಯಯ ಮತ್ತು 2026–27ನೇ ಸಾಲಿನ 63.32 ಲಕ್ಷದ ಉಳಿತಾಯದ ಆಯವ್ಯಯಕ್ಕೆ ಅನುಮೋದನೆ ನೀಡಲಾಯಿತು. ಶಾಸಕರ ಮಾರ್ಗದರ್ಶನದಲ್ಲಿ ಸಭೆ ನಡೆದಿದ್ದು ನಗರಸಭೆ ಅಧ್ಯಕ್ಷರು ಯೋಜನಾ ನಿರ್ದೇಶಕ ಹಾಗೂ ಸಿಬ್ಬಂದಿ ಹಾಜರಿದ್ದರು.	[26, 172, 196, 337]
sslc-quote2: ರಾಮದುರ್ಗ ತಾಲೂಕಿನಲ್ಲಿ ಪರೀಕ್ಷೆ ಸುಗಮವಾಗಿ ನಡೆಯಲು ತಯಾರಿ ಮಾಡಿಕೊಳ್ಳಲಾಗಿದೆ. ಪ್ರತಿ ಕೇಂದ್ರಕ್ಕೆ ಮುಖ್ಯ ಅಧೀಕ್ಷಕರು, ಕಸ್ಟೋಡಿಯನ್, ಸ್ಥಾನಿಕ ಜಾಗೃತ ದಳ ನೇಮಿಸಲಾಗಿದ್ದು ಪರೀಕ್ಷಾ ಕೇಂದ್ರದ ಸುತ್ತ ನಿಷೇಧಾಜ್ಞೆ ಜಾರಿಗೊಳಿಸಲಾಗಿದೆ.	[546, 460, 662, 505]
page-number: 09	[60, 66, 91, 90]
max-temp-unit: 0	[622, 48, 626, 55]
photo-person-group	[230, 138, 430, 238]
sugama-quote-by: ಪ್ರಭಾವತಿ ಪಾಟೀಲ ಬಿಇಒ, ಹುಕ್ಕೇರಿ	[620, 1094, 694, 1102]
quote-icon: ❝	[514, 354, 538, 400]
kirusuddi-label: ಕಿರುಸುದ್ದಿ	[76, 102, 111, 116]
quote-icon-2: ❝	[514, 448, 538, 494]
mudalagi-stat-1-text: 22 ಮುಖ್ಯ ಅಧೀಕ್ಷಕರು	[812, 412, 866, 420]
lok-adalat-photo	[210, 760, 468, 882]
sugama-body: ಹುಕ್ಕೇರಿ: ಮಾರ್ಚ್ 18ರಿಂದ ಆರಂಭವಾಗಲಿರುವ ಎಸ್‌ಎಸ್‌ಎಲ್‌ಸಿ ವಾರ್ಷಿಕ ಪರೀಕ್ಷೆಯನ್ನು ಪಾರದರ್ಶಕವಾಗಿ ಹಾಗೂ ಸುಗಮವಾಗಿ ನಡೆಸಲು ಎಲ್ಲಾ ಅಧಿಕಾರಿಗಳು ಅಗತ್ಯ ಕ್ರಮ ಕೈಗೊಳ್ಳಬೇಕು ಎಂದು ತಹಶೀಲ್ದಾರ ಬಲರಾಮ ಕಟ್ಟಿಮನಿ ಸೂಚಿಸಿದರು. ತಾಲೂಕಿನ 19 ಕೇಂದ್ರಗಳಲ್ಲಿ ಒಟ್ಟು 7203 ವಿದ್ಯಾರ್ಥಿಗಳು ಪರೀಕ್ಷೆ ಬರೆಯಲಿದ್ದಾರೆ. ಪರೀಕ್ಷಾ ಕೇಂದ್ರಗಳಲ್ಲಿ ಸಿಸಿ ಕ್ಯಾಮೆರಾ ಅಳವಡಿಸಲಾಗಿದ್ದು ನಕಲು ತಡೆಯಲು ಜಾಗೃತ ದಳ ನೇಮಿಸಲಾಗಿದೆ. ಸಭೆಯಲ್ಲಿ ಬಿಇಒ, ಪೊಲೀಸ್ ಅಧಿಕಾರಿಗಳು ಹಾಗೂ ಮುಖ್ಯ ಅಧೀಕ್ಷಕರು ಭಾಗವಹಿಸಿದ್ದರು.	[478, 968, 594, 1069]
city-title: ಬೆಳಗಾವಿ	[420, 28, 533, 74]
sslc-ramdurg-headline: ಎಸ್ಸೆಸ್ಸೆಲ್ಸಿ ಪರೀಕ್ಷೆಗೆ ಸಿದ್ಧತೆ ಪೂರ್ಣ	[210, 325, 528, 360]
bottom-rule-2	[482, 1116, 483, 1428]
jayanti-photo-desk	[702, 228, 918, 270]
